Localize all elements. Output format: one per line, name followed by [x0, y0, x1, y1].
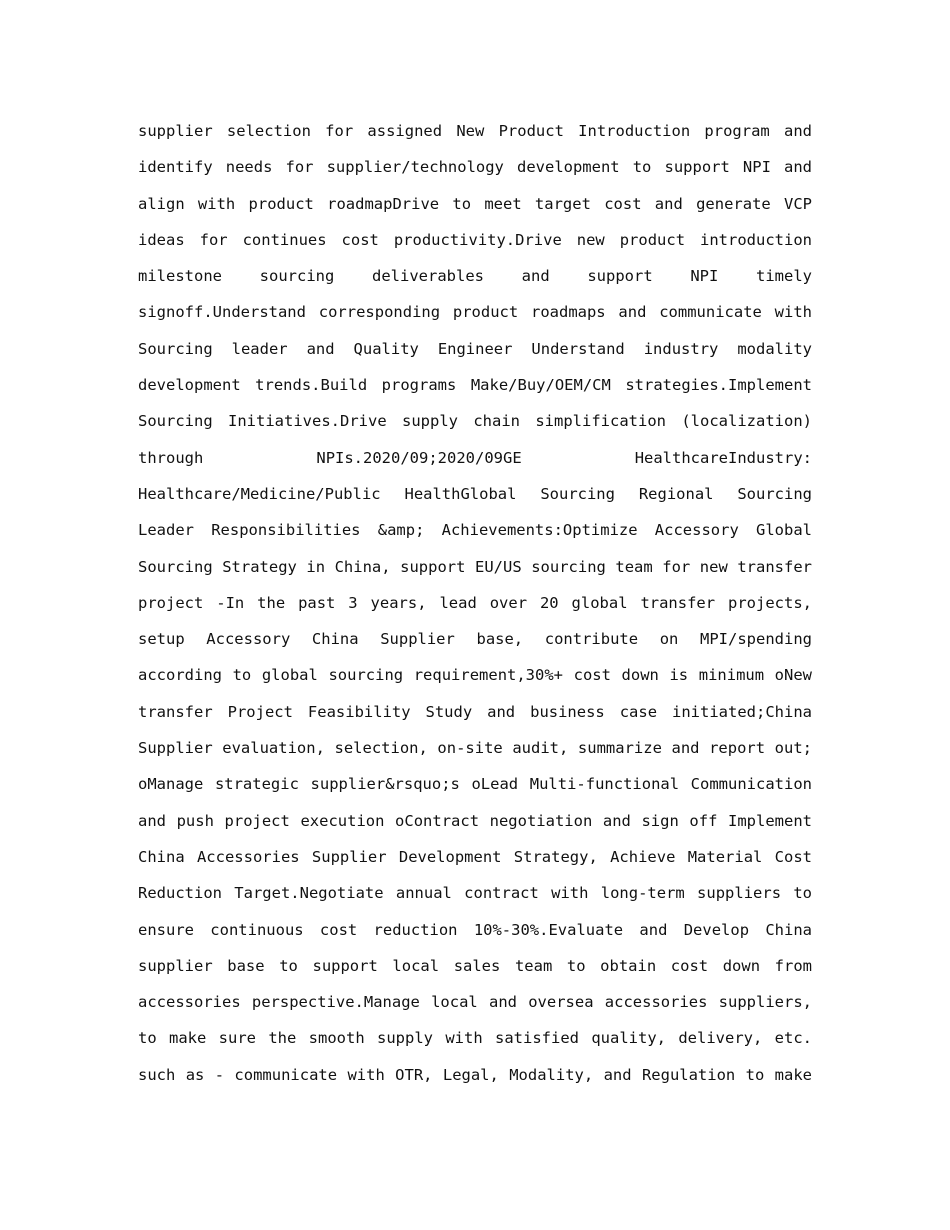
- text-line: project -In the past 3 years, lead over 20 global transfer projects,: [138, 593, 812, 612]
- text-line: Healthcare/Medicine/Public HealthGlobal Sourcing Regional Sourcing: [138, 484, 812, 503]
- text-line: ensure continuous cost reduction 10%-30%.Evaluate and Develop China: [138, 920, 812, 939]
- text-line: Sourcing leader and Quality Engineer Understand industry modality: [138, 339, 812, 358]
- text-line: development trends.Build programs Make/Buy/OEM/CM strategies.Implement: [138, 376, 812, 395]
- text-line: China Accessories Supplier Development Strategy, Achieve Material Cost: [138, 847, 812, 866]
- text-line: to make sure the smooth supply with satisfied quality, delivery, etc.: [138, 1029, 812, 1048]
- document-body-text: [138, 113, 812, 1093]
- text-line: identify needs for supplier/technology development to support NPI and: [138, 158, 812, 177]
- text-line: milestone sourcing deliverables and support NPI timely: [138, 267, 812, 286]
- text-line: supplier base to support local sales team to obtain cost down from: [138, 956, 812, 975]
- text-line: such as - communicate with OTR, Legal, Modality, and Regulation to make: [138, 1065, 812, 1084]
- text-line: signoff.Understand corresponding product roadmaps and communicate with: [138, 303, 812, 322]
- text-line: Leader Responsibilities &amp; Achievements:Optimize Accessory Global: [138, 521, 812, 540]
- text-line: ideas for continues cost productivity.Drive new product introduction: [138, 230, 812, 249]
- text-line: through NPIs.2020/09;2020/09GE HealthcareIndustry:: [138, 448, 812, 467]
- text-line: supplier selection for assigned New Product Introduction program and: [138, 122, 812, 140]
- text-line: Supplier evaluation, selection, on-site audit, summarize and report out;: [138, 739, 812, 758]
- text-line: according to global sourcing requirement,30%+ cost down is minimum oNew: [138, 666, 812, 685]
- text-line: Sourcing Initiatives.Drive supply chain simplification (localization): [138, 412, 812, 431]
- text-line: accessories perspective.Manage local and oversea accessories suppliers,: [138, 993, 812, 1012]
- text-line: Sourcing Strategy in China, support EU/US sourcing team for new transfer: [138, 557, 812, 576]
- text-line: setup Accessory China Supplier base, contribute on MPI/spending: [138, 630, 812, 649]
- text-line: align with product roadmapDrive to meet target cost and generate VCP: [138, 194, 812, 213]
- text-line: and push project execution oContract negotiation and sign off Implement: [138, 811, 812, 830]
- text-line: Reduction Target.Negotiate annual contract with long-term suppliers to: [138, 884, 812, 903]
- text-line: transfer Project Feasibility Study and business case initiated;China: [138, 702, 812, 721]
- text-line: oManage strategic supplier&rsquo;s oLead Multi-functional Communication: [138, 775, 812, 794]
